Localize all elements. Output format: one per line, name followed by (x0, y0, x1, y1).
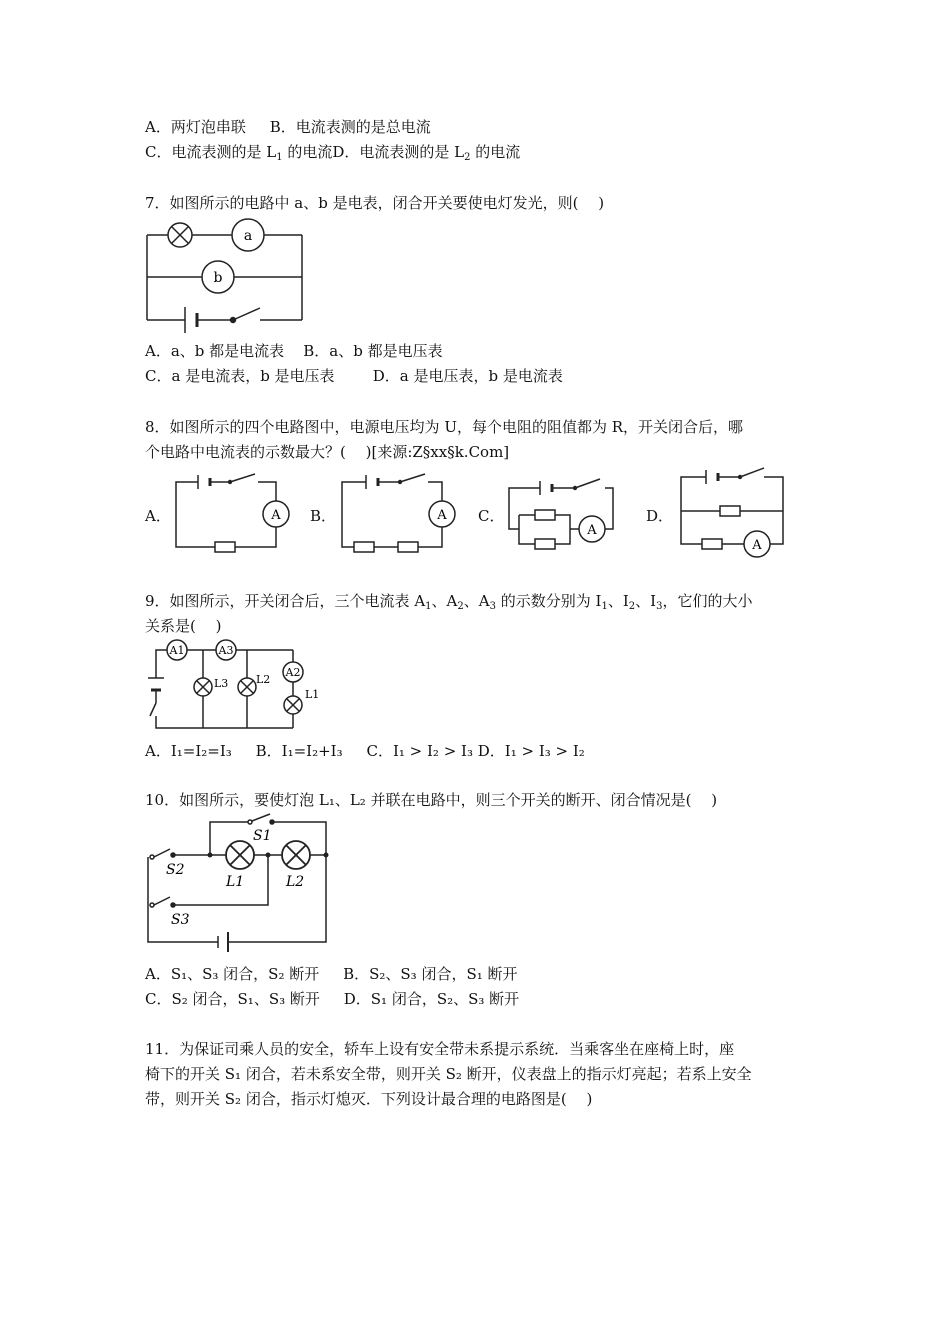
q10-options-row1 (145, 964, 518, 984)
q7-stem: 7．如图所示的电路中 a、b 是电表，闭合开关要使电灯发光，则( ) (145, 194, 605, 212)
q9-stem-line2: 关系是( ) (145, 617, 222, 635)
q8-d-resistor-1 (720, 506, 740, 516)
q8-b-ammeter-label: A (437, 508, 447, 523)
q7-meter-b-label: b (213, 270, 223, 286)
q9-ammeter-a3-label: A3 (218, 644, 234, 657)
q11-line2: 椅下的开关 S₁ 闭合，若未系安全带，则开关 S₂ 断开，仪表盘上的指示灯亮起；若系上安全 (145, 1065, 752, 1083)
q11-line3: 带，则开关 S₂ 闭合，指示灯熄灭．下列设计最合理的电路图是( ) (145, 1090, 593, 1108)
q10-option-b: B．S₂、S₃ 闭合，S₁ 断开 (343, 965, 518, 983)
q7-meter-a-label: a (243, 228, 253, 244)
q7-circuit-diagram (140, 215, 310, 335)
q10-lamp-l2-label: L2 (286, 874, 305, 890)
q8-figure-c-label: C． (478, 507, 505, 525)
q6-option-a: A．两灯泡串联 (145, 118, 246, 136)
q7-option-d: D．a 是电压表，b 是电流表 (372, 367, 563, 385)
q10-switch-s1 (248, 814, 274, 824)
q6-option-c: C．电流表测的是 $L_1$ 的电流 (145, 143, 333, 163)
q9-stem-line1: 9．如图所示，开关闭合后，三个电流表 $A_1$、$A_2$、$A_3$ 的示数分别为 $I_1$、$I_2$、$I_3$，它们的大小 (145, 592, 753, 612)
q8-figure-b-label: B． (310, 507, 337, 525)
q9-options (145, 741, 585, 761)
q8-circuit-b (336, 472, 461, 552)
q10-lamp-l2 (282, 841, 310, 869)
q8-figure-d-label: D． (646, 507, 674, 525)
q10-option-a: A．S₁、S₃ 闭合，S₂ 断开 (145, 965, 320, 983)
q7-options-row1 (145, 341, 443, 361)
q9-option-b: B．I₁=I₂+I₃ (255, 742, 343, 760)
q8-a-resistor (215, 542, 235, 552)
q8-circuit-a (170, 472, 290, 552)
q6-options-row2 (145, 142, 520, 168)
q9-lamp-l1 (284, 696, 302, 714)
q10-option-c: C．S₂ 闭合，S₁、S₃ 断开 (145, 990, 320, 1008)
q9-lamp-l2 (238, 678, 256, 696)
q7-option-b: B．a、b 都是电压表 (303, 342, 443, 360)
q8-stem-line1: 8．如图所示的四个电路图中，电源电压均为 U，每个电阻的阻值都为 R，开关闭合后，哪 (145, 418, 744, 436)
q9-option-d: D．I₁ > I₃ > I₂ (477, 742, 585, 760)
q10-battery (218, 932, 228, 952)
q8-a-ammeter-label: A (271, 508, 281, 523)
q7-option-c: C．a 是电流表，b 是电压表 (145, 367, 335, 385)
q6-option-b: B．电流表测的是总电流 (269, 118, 431, 136)
q7-switch (231, 308, 261, 323)
q10-switch-s2-label: S2 (166, 862, 185, 878)
q9-lamp-l1-label: L1 (305, 688, 320, 701)
q10-option-d: D．S₁ 闭合，S₂、S₃ 断开 (343, 990, 520, 1008)
q7-option-a: A．a、b 都是电流表 (145, 342, 285, 360)
q9-lamp-l2-label: L2 (256, 673, 271, 686)
q10-options-row2 (145, 989, 519, 1009)
q10-stem: 10．如图所示，要使灯泡 L₁、L₂ 并联在电路中，则三个开关的断开、闭合情况是( ) (145, 791, 718, 809)
q11-line1: 11．为保证司乘人员的安全，轿车上设有安全带未系提示系统．当乘客坐在座椅上时，座 (145, 1040, 735, 1058)
q10-circuit-diagram (140, 812, 340, 952)
q8-d-resistor-2 (702, 539, 722, 549)
q6-option-d: D．电流表测的是 $L_2$ 的电流 (332, 143, 521, 163)
q9-option-a: A．I₁=I₂=I₃ (145, 742, 232, 760)
q8-c-resistor-1 (535, 510, 555, 520)
q9-option-c: C．I₁ > I₂ > I₃ (366, 742, 473, 760)
q10-switch-s2 (150, 849, 175, 859)
q9-lamp-l3 (194, 678, 212, 696)
q8-c-ammeter-label: A (587, 523, 597, 538)
q8-stem-line2: 个电路中电流表的示数最大？( )[来源:Z§xx§k.Com] (145, 443, 510, 461)
q8-circuit-d (676, 465, 791, 555)
q8-b-resistor-2 (398, 542, 418, 552)
q10-switch-s3 (150, 897, 175, 907)
q7-lamp (168, 223, 192, 247)
q7-battery (185, 307, 197, 333)
q8-circuit-c (505, 472, 620, 557)
q8-figure-a-label: A． (145, 507, 171, 525)
q10-switch-s3-label: S3 (171, 912, 190, 928)
q10-lamp-l1 (226, 841, 254, 869)
q10-lamp-l1-label: L1 (226, 874, 245, 890)
q10-switch-s1-label: S1 (253, 828, 272, 844)
q9-ammeter-a1-label: A1 (169, 644, 185, 657)
q8-d-ammeter-label: A (752, 538, 762, 553)
q8-b-resistor-1 (354, 542, 374, 552)
q8-c-resistor-2 (535, 539, 555, 549)
q9-ammeter-a2-label: A2 (285, 666, 301, 679)
q6-options-row1 (145, 117, 431, 137)
q9-circuit-diagram (140, 638, 340, 738)
q9-lamp-l3-label: L3 (214, 677, 229, 690)
q7-options-row2 (145, 366, 563, 386)
